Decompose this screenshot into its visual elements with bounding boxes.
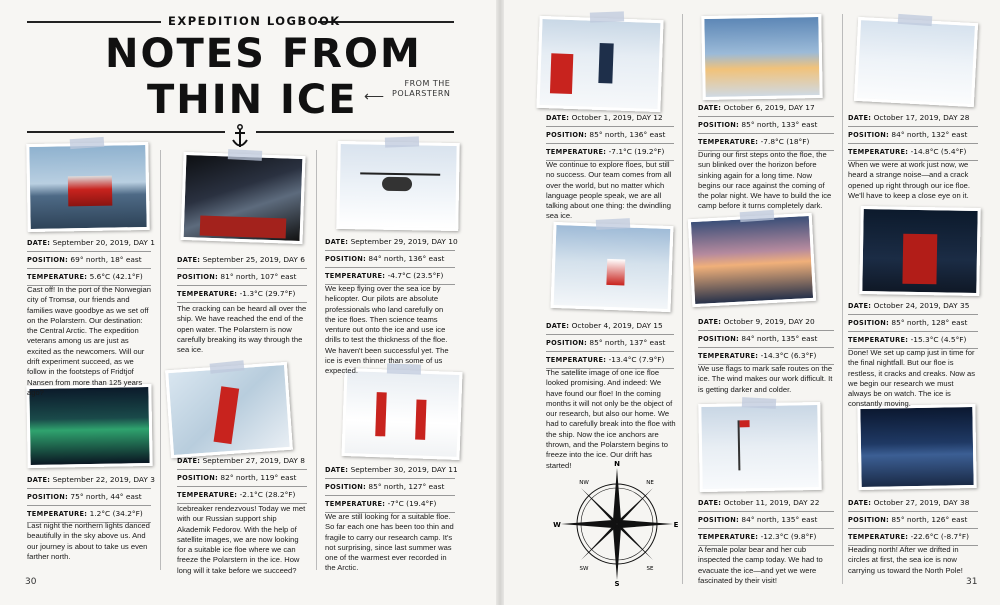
entry-meta: DATE: September 20, 2019, DAY 1 POSITION: 69° north, 18° east TEMPERATURE: 5.6°C (42.1°F) — [27, 235, 151, 286]
tape-strip — [228, 149, 262, 161]
entry-date: October 24, 2019, DAY 35 — [873, 301, 970, 310]
entry-position: 84° north, 135° east — [741, 334, 818, 343]
entry-date: October 9, 2019, DAY 20 — [723, 317, 815, 326]
entry-meta: DATE: October 17, 2019, DAY 28 POSITION: 84° north, 132° east TEMPERATURE: -14.8°C (5.4°F) — [848, 110, 978, 161]
entry-text: A female polar bear and her cub inspected the camp today. We had to evacuate the ice—and yet we were fascinated by their visit! — [698, 545, 823, 585]
entry-temperature: -2.1°C (28.2°F) — [239, 490, 296, 499]
entry-position: 84° north, 132° east — [891, 130, 968, 139]
entry-temperature: 1.2°C (34.2°F) — [89, 509, 143, 518]
page-number-right: 31 — [966, 577, 978, 587]
entry-date: October 6, 2019, DAY 17 — [723, 103, 815, 112]
tape-strip — [742, 397, 776, 409]
entry-meta: DATE: October 24, 2019, DAY 35 POSITION: 85° north, 128° east TEMPERATURE: -15.3°C (4.5°F) — [848, 298, 978, 349]
entry-temperature: -4.7°C (23.5°F) — [387, 271, 444, 280]
photo-researchers-night — [859, 206, 981, 296]
entry-temperature: -14.3°C (6.3°F) — [760, 351, 817, 360]
compass-n: N — [614, 460, 620, 468]
entry-position: 69° north, 18° east — [70, 255, 142, 264]
entry-position: 84° north, 135° east — [741, 515, 818, 524]
entry-date: September 25, 2019, DAY 6 — [202, 255, 305, 264]
compass-e: E — [673, 521, 679, 529]
entry-date: September 22, 2019, DAY 3 — [52, 475, 155, 484]
entry-date: September 27, 2019, DAY 8 — [202, 456, 305, 465]
entry-temperature: -1.3°C (29.7°F) — [239, 289, 296, 298]
entry-position: 81° north, 107° east — [220, 272, 297, 281]
title-rule-left — [27, 131, 225, 133]
entry-text: Done! We set up camp just in time for the final nightfall. But our floe is restless, it cracks and creaks. Now as we begin our research we must always be on watch. The ice is constantly moving. — [848, 348, 976, 409]
compass-s: S — [614, 580, 620, 588]
entry-date: September 29, 2019, DAY 10 — [350, 237, 458, 246]
compass-rose-icon — [555, 462, 679, 586]
header-rule-left — [27, 21, 161, 23]
entry-meta: DATE: October 11, 2019, DAY 22 POSITION: 84° north, 135° east TEMPERATURE: -12.3°C (9.8°F) — [698, 495, 834, 546]
compass-nw: NW — [579, 480, 589, 486]
entry-position: 75° north, 44° east — [70, 492, 142, 501]
entry-position: 85° north, 127° east — [368, 482, 445, 491]
entry-temperature: -22.6°C (-8.7°F) — [910, 532, 970, 541]
entry-date: October 4, 2019, DAY 15 — [571, 321, 663, 330]
page-number-left: 30 — [25, 577, 37, 587]
compass-sw: SW — [579, 566, 589, 572]
column-divider — [842, 14, 843, 584]
entry-temperature: -7.8°C (18°F) — [760, 137, 810, 146]
entry-text: We continue to explore floes, but still no success. Our team comes from all over the world, but no matter which language people speak, we are all talking about one thing: the dwindling sea ice. — [546, 160, 672, 221]
entry-position: 85° north, 136° east — [589, 130, 666, 139]
entry-temperature: 5.6°C (42.1°F) — [89, 272, 143, 281]
entry-text: Cast off! In the port of the Norwegian city of Tromsø, our friends and families wave goodbye as we set off on the Polarstern. Our destination: the Central Arctic. The expedition veterans among us are just as excited as the newcomers. Will our drift experiment succeed, as we follow in the footsteps of Fridtjof Nansen from more than 125 years ago? — [27, 285, 151, 397]
entry-meta: DATE: October 9, 2019, DAY 20 POSITION: 84° north, 135° east TEMPERATURE: -14.3°C (6.3°F) — [698, 314, 834, 365]
entry-meta: DATE: September 25, 2019, DAY 6 POSITION: 81° north, 107° east TEMPERATURE: -1.3°C (29.7°F) — [177, 252, 307, 303]
photo-helicopter — [336, 141, 460, 231]
entry-text: The cracking can be heard all over the ship. We have reached the end of the open water. The Polarstern is now carefully breaking its way through the sea ice. — [177, 304, 307, 355]
entry-meta: DATE: October 6, 2019, DAY 17 POSITION: 85° north, 133° east TEMPERATURE: -7.8°C (18°F) — [698, 100, 834, 151]
book-gutter — [496, 0, 504, 605]
from-line2: POLARSTERN — [392, 89, 451, 98]
entry-temperature: -14.8°C (5.4°F) — [910, 147, 967, 156]
entry-date: September 30, 2019, DAY 11 — [350, 465, 458, 474]
entry-position: 84° north, 136° east — [368, 254, 445, 263]
entry-meta: DATE: October 27, 2019, DAY 38 POSITION: 85° north, 126° east TEMPERATURE: -22.6°C (-8.7°F) — [848, 495, 978, 546]
entry-meta: DATE: September 22, 2019, DAY 3 POSITION: 75° north, 44° east TEMPERATURE: 1.2°C (34.2°F) — [27, 472, 151, 523]
entry-meta: DATE: October 4, 2019, DAY 15 POSITION: 85° north, 137° east TEMPERATURE: -13.4°C (7.9°F) — [546, 318, 674, 369]
from-note — [392, 79, 450, 99]
entry-temperature: -12.3°C (9.8°F) — [760, 532, 817, 541]
entry-temperature: -15.3°C (4.5°F) — [910, 335, 967, 344]
photo-sunset-floe — [701, 14, 822, 100]
photo-bridge-window — [181, 152, 306, 244]
tape-strip — [385, 136, 419, 147]
from-line1: FROM THE — [404, 79, 451, 88]
entry-meta: DATE: September 30, 2019, DAY 11 POSITION: 85° north, 127° east TEMPERATURE: -7°C (19.4°F) — [325, 462, 455, 513]
entry-text: Icebreaker rendezvous! Today we met with our Russian support ship Akademik Fedorov. With the help of satellite images, we are now looking for a suitable ice floe where we can freeze the Polarstern in the ice. How long will it take before we succeed? — [177, 504, 306, 575]
column-divider — [316, 150, 317, 570]
photo-ship-satellite — [551, 222, 674, 312]
page-title-line2: THIN ICE — [147, 77, 358, 123]
entry-date: September 20, 2019, DAY 1 — [52, 238, 155, 247]
entry-temperature: -7°C (19.4°F) — [387, 499, 437, 508]
section-kicker: EXPEDITION LOGBOOK — [168, 14, 341, 28]
anchor-icon — [231, 124, 249, 150]
page-title-line1: NOTES FROM — [105, 31, 422, 77]
entry-temperature: -7.1°C (19.2°F) — [608, 147, 665, 156]
entry-date: October 1, 2019, DAY 12 — [571, 113, 663, 122]
entry-meta: DATE: September 27, 2019, DAY 8 POSITION: 82° north, 119° east TEMPERATURE: -2.1°C (28.2°F) — [177, 453, 307, 504]
title-rule-right — [256, 131, 454, 133]
entry-position: 85° north, 137° east — [589, 338, 666, 347]
compass-ne: NE — [646, 480, 654, 486]
entry-text: The satellite image of one ice floe looked promising. And indeed: We have found our floe! In the coming months it will not only be the object of our research, but also our home. We had to carefully break into the floe with the ship. Now the ice anchors are thrown, and the Polarstern begins to freeze into the ice. Our drift has started! — [546, 368, 676, 470]
photo-crack-floe — [854, 17, 978, 107]
compass-se: SE — [646, 566, 654, 572]
photo-flag-camp — [698, 402, 822, 492]
entry-position: 82° north, 119° east — [220, 473, 297, 482]
entry-date: October 17, 2019, DAY 28 — [873, 113, 970, 122]
entry-date: October 27, 2019, DAY 38 — [873, 498, 970, 507]
photo-ice-drilling — [536, 16, 663, 112]
entry-text: Last night the northern lights danced beautifully in the sky above us. And our journey is about to take us even farther north. — [27, 521, 150, 561]
column-divider — [682, 14, 683, 584]
photo-ship-dusk — [688, 213, 816, 307]
tape-strip — [590, 11, 624, 22]
entry-text: We keep flying over the sea ice by helicopter. Our pilots are absolute professionals who land carefully on the ice floes. Then science teams venture out onto the ice and use ice drills to test the thickness of the floe. We haven't been successful yet. The ice is even thinner than some of us expected. — [325, 284, 449, 376]
entry-position: 85° north, 128° east — [891, 318, 968, 327]
arrow-icon: ⟵ — [364, 88, 385, 104]
entry-position: 85° north, 133° east — [741, 120, 818, 129]
entry-text: Heading north! After we drifted in circles at first, the sea ice is now carrying us toward the North Pole! — [848, 545, 963, 575]
column-divider — [160, 150, 161, 570]
compass-w: W — [553, 521, 561, 529]
entry-meta: DATE: October 1, 2019, DAY 12 POSITION: 85° north, 136° east TEMPERATURE: -7.1°C (19.2°F) — [546, 110, 674, 161]
entry-temperature: -13.4°C (7.9°F) — [608, 355, 665, 364]
photo-ship-port — [26, 142, 150, 232]
entry-text: When we were at work just now, we heard a strange noise—and a crack opened up right through our ice floe. We'll have to keep a close eye on it. — [848, 160, 971, 200]
photo-ship-night-lights — [857, 404, 976, 490]
entry-text: During our first steps onto the floe, the sun blinked over the horizon before sinking again for a long time. Now begins our race against the coming of the polar night. We have to build the ice camp before it turns completely dark. — [698, 150, 832, 211]
photo-icebreaker-aerial — [165, 362, 293, 458]
entry-meta: DATE: September 29, 2019, DAY 10 POSITION: 84° north, 136° east TEMPERATURE: -4.7°C (23.5°F) — [325, 234, 455, 285]
entry-text: We use flags to mark safe routes on the ice. The wind makes our work difficult. It is getting darker and colder. — [698, 364, 833, 394]
entry-text: We are still looking for a suitable floe. So far each one has been too thin and fragile to carry our research camp. It's not surprising, since last summer was one of the warmest ever recorded in the Arctic. — [325, 512, 454, 573]
entry-position: 85° north, 126° east — [891, 515, 968, 524]
entry-date: October 11, 2019, DAY 22 — [723, 498, 820, 507]
photo-scientists-on-ice — [342, 368, 463, 460]
